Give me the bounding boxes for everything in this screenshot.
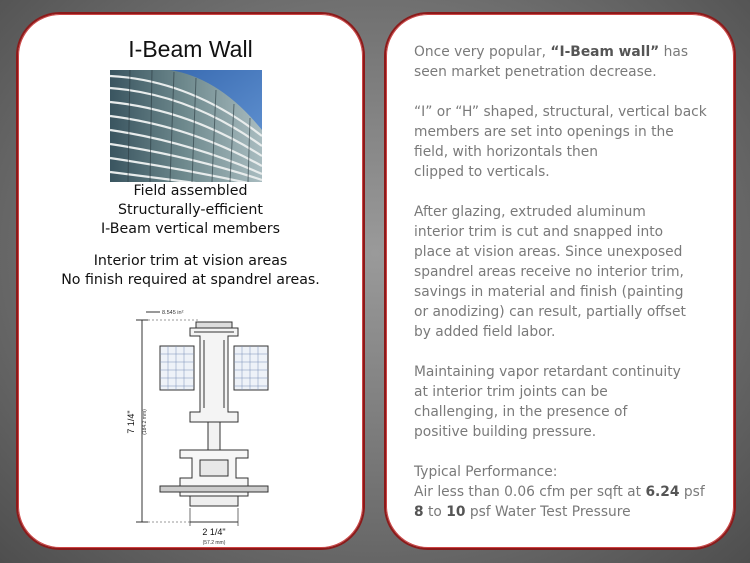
intro-bold: “I-Beam wall” (550, 44, 660, 60)
water-text: to (423, 504, 447, 520)
water-value-high: 10 (446, 504, 466, 520)
height-mm-label: (184.2 mm) (142, 409, 148, 435)
text-line: Maintaining vapor retardant continuity (414, 364, 681, 380)
width-mm-label: (57.2 mm) (202, 540, 226, 546)
note-item: No finish required at spandrel areas. (61, 272, 320, 288)
text-line: members are set into openings in the (414, 124, 674, 140)
text-line: challenging, in the presence of (414, 404, 628, 420)
text-line: interior trim is cut and snapped into (414, 224, 664, 240)
intro-text-end: has seen market penetration decrease. (414, 44, 689, 80)
feature-item: I-Beam vertical members (100, 221, 281, 237)
water-value-low: 8 (414, 504, 424, 520)
description-text (414, 42, 724, 542)
feature-list (18, 182, 363, 239)
glazing-paragraph (414, 202, 724, 342)
air-unit: psf (679, 484, 705, 500)
intro-text: Once very popular, (414, 44, 551, 60)
intro-paragraph (414, 42, 724, 82)
text-line: by added field labor. (414, 324, 556, 340)
feature-item: Structurally-efficient (118, 202, 263, 218)
performance-heading: Typical Performance: (414, 464, 558, 480)
air-text: Air less than 0.06 cfm per sqft at (414, 484, 646, 500)
text-line: at interior trim joints can be (414, 384, 608, 400)
water-unit: psf Water Test Pressure (465, 504, 631, 520)
feature-item: Field assembled (133, 183, 248, 199)
right-card (384, 12, 736, 550)
card-title: I-Beam Wall (128, 36, 253, 62)
text-line: clipped to verticals. (414, 164, 550, 180)
text-line: or anodizing) can result, partially offset (414, 304, 686, 320)
note-item: Interior trim at vision areas (93, 253, 288, 269)
text-line: After glazing, extruded aluminum (414, 204, 646, 220)
section-drawing (104, 300, 324, 550)
performance-paragraph (414, 462, 724, 522)
top-dimension-label: 8.545 in² (162, 310, 184, 316)
shape-paragraph (414, 102, 724, 182)
text-line: “I” or “H” shaped, structural, vertical back (414, 104, 707, 120)
text-line: place at vision areas. Since unexposed (414, 244, 683, 260)
left-card (16, 12, 365, 550)
text-line: savings in material and finish (painting (414, 284, 684, 300)
height-dimension-label: 7 1/4" (126, 410, 136, 434)
width-dimension-label: 2 1/4" (202, 527, 226, 537)
text-line: spandrel areas receive no interior trim, (414, 264, 684, 280)
trim-notes (18, 252, 363, 290)
text-line: field, with horizontals then (414, 144, 598, 160)
text-line: positive building pressure. (414, 424, 597, 440)
air-value: 6.24 (645, 484, 680, 500)
vapor-paragraph (414, 362, 724, 442)
building-photo (110, 70, 262, 182)
